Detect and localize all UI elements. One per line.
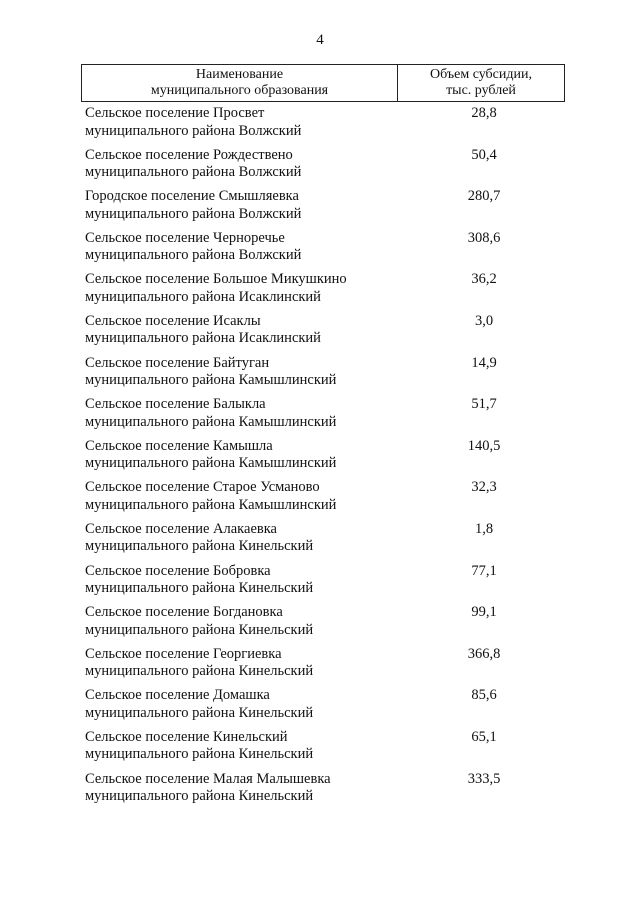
subsidy-amount-cell: 36,2 [471,271,497,288]
subsidy-amount-cell: 366,8 [467,645,501,662]
table-row [81,188,565,230]
subsidy-amount-cell: 32,3 [471,479,497,496]
table-row [81,479,565,521]
municipality-name-cell [81,563,397,605]
subsidy-amount-cell: 65,1 [471,728,497,745]
settlement-name: Сельское поселение Байтуган [85,354,270,371]
municipality-name-cell [81,646,397,688]
settlement-name: Городское поселение Смышляевка [85,188,299,205]
district-name: муниципального района Волжский [85,205,302,222]
municipality-name-cell [81,479,397,521]
table-row [81,105,565,147]
municipality-name-cell [81,396,397,438]
table-body [81,105,565,812]
table-row [81,355,565,397]
subsidy-amount-cell: 14,9 [471,354,497,371]
settlement-name: Сельское поселение Исаклы [85,312,261,329]
district-name: муниципального района Исаклинский [85,288,321,305]
subsidy-amount-cell: 50,4 [471,146,497,163]
table-row [81,313,565,355]
district-name: муниципального района Кинельский [85,580,314,597]
district-name: муниципального района Волжский [85,122,302,139]
settlement-name: Сельское поселение Кинельский [85,728,288,745]
municipality-name-cell [81,313,397,355]
municipality-name-cell [81,687,397,729]
settlement-name: Сельское поселение Просвет [85,105,265,121]
table-row [81,563,565,605]
subsidy-amount-cell: 85,6 [471,687,497,704]
header-municipality-name: Наименование муниципального образования [82,65,398,101]
municipality-name-cell [81,729,397,771]
table-row [81,604,565,646]
settlement-name: Сельское поселение Большое Микушкино [85,271,347,288]
district-name: муниципального района Кинельский [85,788,314,804]
subsidy-amount-cell: 140,5 [467,437,501,454]
table-row [81,687,565,729]
table-row [81,646,565,688]
table-row [81,147,565,189]
subsidy-amount-cell: 308,6 [467,229,501,246]
municipality-name-cell [81,147,397,189]
municipality-name-cell [81,604,397,646]
settlement-name: Сельское поселение Георгиевка [85,645,282,662]
municipality-name-cell [81,355,397,397]
district-name: муниципального района Камышлинский [85,496,337,513]
subsidy-amount-cell: 77,1 [471,562,497,579]
settlement-name: Сельское поселение Алакаевка [85,520,277,537]
settlement-name: Сельское поселение Домашка [85,687,270,704]
municipality-name-cell [81,188,397,230]
municipality-name-cell [81,521,397,563]
settlement-name: Сельское поселение Бобровка [85,562,271,579]
settlement-name: Сельское поселение Богдановка [85,604,283,621]
district-name: муниципального района Кинельский [85,663,314,680]
subsidy-amount-cell: 99,1 [471,604,497,621]
table-row [81,729,565,771]
district-name: муниципального района Камышлинский [85,372,337,389]
district-name: муниципального района Камышлинский [85,413,337,430]
subsidy-amount-cell: 3,0 [474,312,494,329]
settlement-name: Сельское поселение Рождествено [85,146,293,163]
settlement-name: Сельское поселение Камышла [85,437,273,454]
district-name: муниципального района Кинельский [85,538,314,555]
subsidy-amount-cell: 1,8 [474,520,494,537]
district-name: муниципального района Кинельский [85,704,314,721]
table-row [81,396,565,438]
district-name: муниципального района Волжский [85,164,302,181]
municipality-name-cell [81,438,397,480]
municipality-name-cell [81,771,397,813]
subsidy-amount-cell: 280,7 [467,188,501,205]
table-row [81,438,565,480]
district-name: муниципального района Кинельский [85,621,314,638]
settlement-name: Сельское поселение Малая Малышевка [85,770,331,787]
district-name: муниципального района Кинельский [85,746,314,763]
page-number: 4 [316,32,324,48]
table-row [81,230,565,272]
district-name: муниципального района Исаклинский [85,330,321,347]
table-row [81,521,565,563]
settlement-name: Сельское поселение Балыкла [85,396,266,413]
table-row [81,271,565,313]
subsidy-amount-cell: 28,8 [471,105,497,121]
settlement-name: Сельское поселение Черноречье [85,229,285,246]
subsidy-amount-cell: 51,7 [471,396,497,413]
subsidy-table [81,64,565,812]
settlement-name: Сельское поселение Старое Усманово [85,479,320,496]
district-name: муниципального района Волжский [85,247,302,264]
header-subsidy-amount: Объем субсидии, тыс. рублей [430,67,532,98]
table-header [81,64,565,102]
municipality-name-cell [81,105,397,147]
municipality-name-cell [81,271,397,313]
table-row [81,771,565,813]
subsidy-amount-cell: 333,5 [467,770,501,787]
district-name: муниципального района Камышлинский [85,455,337,472]
municipality-name-cell [81,230,397,272]
